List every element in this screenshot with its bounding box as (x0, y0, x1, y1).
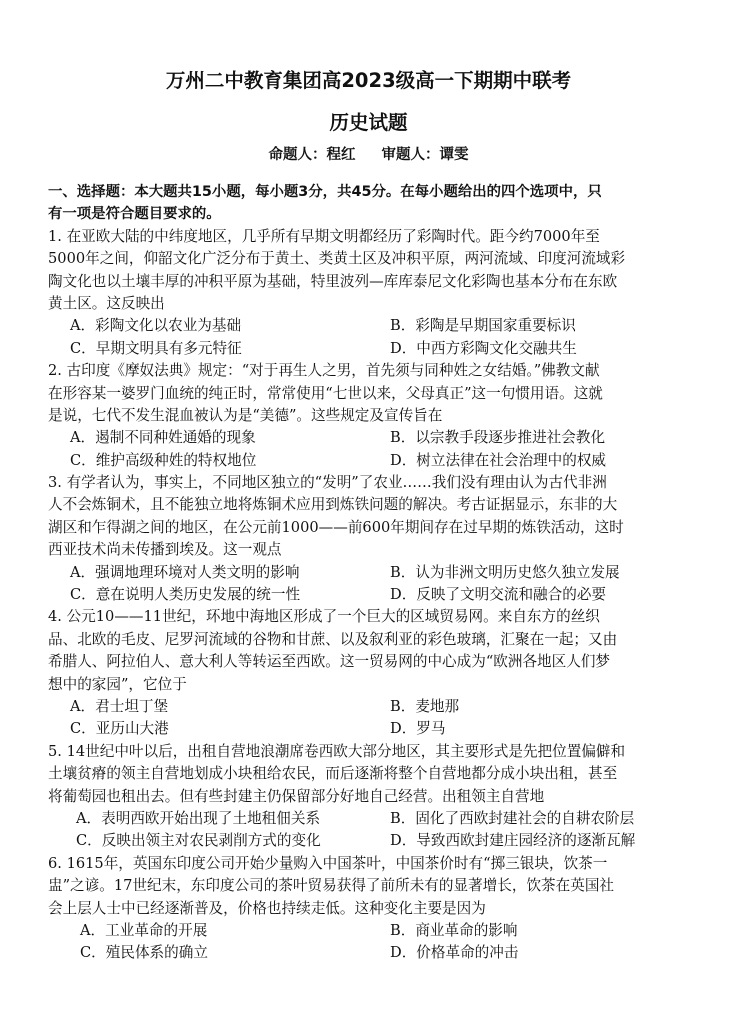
question-4 (48, 606, 693, 740)
question-setter: 命题人：程红 (268, 147, 356, 163)
option-c: C．早期文明具有多元特征 (70, 339, 242, 357)
option-c: C．意在说明人类历史发展的统一性 (70, 586, 301, 604)
question-stem-line: 会上层人士中已经逐渐普及，价格也持续走低。这种变化主要是因为 (48, 899, 486, 917)
option-row (48, 427, 693, 449)
question-stem-line: 陶文化也以土壤丰厚的冲积平原为基础，特里波列—库库泰尼文化彩陶也基本分布在东欧 (48, 272, 618, 290)
question-stem-line: 想中的家园”，它位于 (48, 675, 187, 693)
question-5 (48, 741, 693, 853)
question-stem-line: 将葡萄园也租出去。但有些封建主仍保留部分好地自己经营。出租领主自营地 (48, 787, 545, 805)
question-stem-line: 黄土区。这反映出 (48, 294, 165, 312)
option-a: A．君士坦丁堡 (70, 697, 169, 715)
question-stem-line: 2. 古印度《摩奴法典》规定：“对于再生人之男，首先须与同种姓之女结婚。”佛教文献 (48, 362, 600, 380)
question-stem-line: 6. 1615年，英国东印度公司开始少量购入中国茶叶，中国茶价时有“掷三银块，饮茶一 (48, 854, 608, 872)
question-stem-line: 是说，七代不发生混血被认为是“美德”。这些规定及宣传旨在 (48, 406, 443, 424)
option-b: B．认为非洲文明历史悠久独立发展 (390, 563, 620, 581)
section-heading-line: 一、选择题：本大题共15小题，每小题3分，共45分。在每小题给出的四个选项中，只 (48, 184, 602, 200)
question-stem-line: 1. 在亚欧大陆的中纬度地区，几乎所有早期文明都经历了彩陶时代。距今约7000年至 (48, 227, 600, 245)
section-heading (48, 181, 693, 226)
question-6 (48, 853, 693, 965)
option-d: D．中西方彩陶文化交融共生 (390, 339, 577, 357)
option-c: C．殖民体系的确立 (80, 944, 208, 962)
question-stem-line: 湖区和乍得湖之间的地区，在公元前1000——前600年期间存在过早期的炼铁活动，这时 (48, 518, 624, 536)
option-a: A．表明西欧开始出现了土地租佃关系 (76, 809, 321, 827)
question-stem-line: 人不会炼铜术，且不能独立地将炼铜术应用到炼铁问题的解决。考古证据显示，东非的大 (48, 496, 618, 514)
option-a: A．强调地理环境对人类文明的影响 (70, 563, 300, 581)
option-row (48, 808, 693, 830)
option-row (48, 562, 693, 584)
option-c: C．反映出领主对农民剥削方式的变化 (76, 832, 321, 850)
option-b: B．固化了西欧封建社会的自耕农阶层 (390, 809, 635, 827)
option-d: D．反映了文明交流和融合的必要 (390, 586, 607, 604)
question-stem-line: 盅”之谚。17世纪末，东印度公司的茶叶贸易获得了前所未有的显著增长，饮茶在英国社 (48, 877, 615, 895)
question-stem-line: 在形容某一婆罗门血统的纯正时，常常使用“七世以来，父母真正”这一句惯用语。这就 (48, 384, 603, 402)
question-stem-line: 5000年之间，仰韶文化广泛分布于黄土、类黄土区及冲积平原，两河流域、印度河流域彩 (48, 250, 626, 268)
option-a: A．工业革命的开展 (80, 921, 208, 939)
question-stem-line: 希腊人、阿拉伯人、意大利人等转运至西欧。这一贸易网的中心成为“欧洲各地区人们梦 (48, 653, 611, 671)
option-row (48, 450, 693, 472)
exam-content (48, 181, 693, 965)
option-row (48, 696, 693, 718)
question-reviewer: 审题人：谭雯 (381, 147, 469, 163)
option-c: C．维护高级种姓的特权地位 (70, 451, 257, 469)
option-d: D．罗马 (390, 720, 446, 738)
option-row (48, 830, 693, 852)
option-a: A．彩陶文化以农业为基础 (70, 317, 242, 335)
option-b: B．以宗教手段逐步推进社会教化 (390, 429, 606, 447)
exam-authors (0, 143, 737, 164)
option-b: B．麦地那 (390, 697, 460, 715)
section-heading-line: 有一项是符合题目要求的。 (48, 206, 221, 223)
option-row (48, 315, 693, 337)
question-stem-line: 土壤贫瘠的领主自营地划成小块租给农民，而后逐渐将整个自营地都分成小块出租，甚至 (48, 765, 618, 783)
option-row (48, 338, 693, 360)
question-2 (48, 360, 693, 472)
option-a: A．遏制不同种姓通婚的现象 (70, 429, 256, 447)
option-row (48, 584, 693, 606)
question-stem-line: 5. 14世纪中叶以后，出租自营地浪潮席卷西欧大部分地区，其主要形式是先把位置偏僻和 (48, 742, 626, 760)
question-3 (48, 472, 693, 606)
exam-title: 万州二中教育集团高2023级高一下期期中联考 (165, 69, 572, 92)
question-1 (48, 226, 693, 360)
option-d: D．导致西欧封建庄园经济的逐渐瓦解 (390, 832, 636, 850)
option-d: D．树立法律在社会治理中的权威 (390, 451, 607, 469)
option-row (48, 920, 693, 942)
question-stem-line: 西亚技术尚未传播到埃及。这一观点 (48, 541, 282, 559)
option-b: B．彩陶是早期国家重要标识 (390, 317, 576, 335)
question-stem-line: 品、北欧的毛皮、尼罗河流域的谷物和甘蔗、以及叙利亚的彩色玻璃，汇聚在一起；又由 (48, 630, 618, 648)
question-stem-line: 3. 有学者认为，事实上，不同地区独立的“发明”了农业……我们没有理由认为古代非洲 (48, 474, 607, 492)
exam-subject: 历史试题 (329, 111, 408, 134)
option-row (48, 942, 693, 964)
option-row (48, 718, 693, 740)
option-b: B．商业革命的影响 (390, 921, 518, 939)
option-d: D．价格革命的冲击 (390, 944, 519, 962)
question-stem-line: 4. 公元10——11世纪，环地中海地区形成了一个巨大的区域贸易网。来自东方的丝织 (48, 608, 600, 626)
option-c: C．亚历山大港 (70, 720, 169, 738)
